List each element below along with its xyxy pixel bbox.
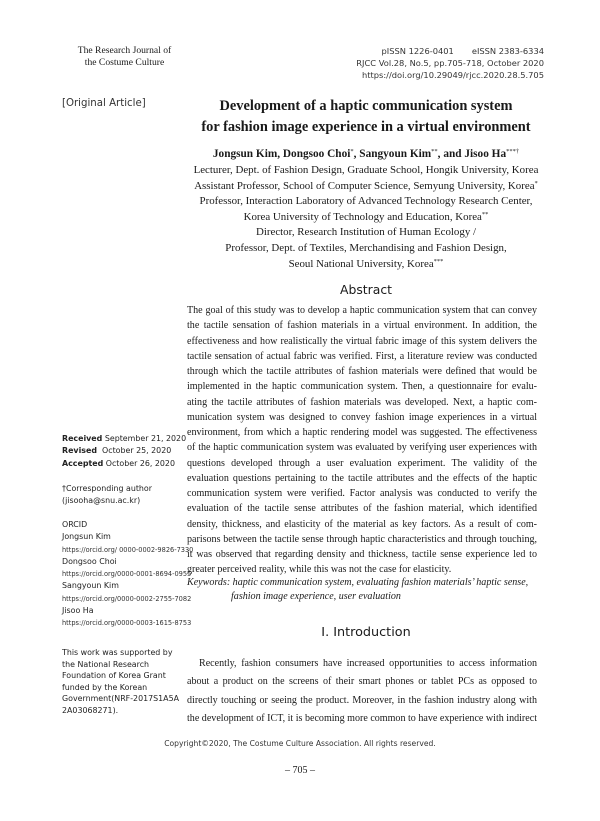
orcid-link[interactable]: https://orcid.org/0000-0001-8694-0955 xyxy=(62,570,192,579)
abstract-line: parisons between the tactile sense through haptic characteristics and through touching, xyxy=(187,533,537,545)
abstract-line: through which the tactile attributes of fashion materials were defined that would be xyxy=(187,366,537,377)
orcid-link[interactable]: https://orcid.org/ 0000-0002-9826-7330 xyxy=(62,545,194,554)
abstract-line: The goal of this study was to develop a haptic communication system that can convey xyxy=(187,305,537,316)
paper-title xyxy=(170,96,562,137)
orcid-author-name: Jisoo Ha xyxy=(62,606,94,616)
citation: RJCC Vol.28, No.5, pp.705-718, October 2020 xyxy=(356,58,544,68)
article-dates xyxy=(62,433,186,470)
funding-line: 2A03068271). xyxy=(62,705,119,715)
abstract-line: ating the tactile attributes of fashion materials was developed. Next, a haptic com- xyxy=(187,396,537,408)
affiliation-line: Professor, Interaction Laboratory of Advanced Technology Research Center, xyxy=(199,195,533,208)
orcid-link[interactable]: https://orcid.org/0000-0003-1615-8753 xyxy=(62,619,192,628)
funding-line: Foundation of Korea Grant xyxy=(62,671,166,681)
journal-name-line2: the Costume Culture xyxy=(84,56,165,68)
abstract-line: munication system was designed to convey fashion image experiences in a virtual xyxy=(187,411,537,423)
affiliation-line: Korea University of Technology and Education, Korea** xyxy=(243,210,489,223)
author-2: Dongsoo Choi xyxy=(282,148,351,160)
page-number: – 705 – xyxy=(285,765,315,776)
introduction-body xyxy=(187,655,537,729)
affiliation-line: Seoul National University, Korea*** xyxy=(288,257,444,270)
orcid-author-name: Dongsoo Choi xyxy=(62,556,117,566)
received-date: Received September 21, 2020 xyxy=(62,434,187,443)
abstract-line: the tactile sensation of fashion materials in a virtual environment. In addition, the xyxy=(187,320,537,332)
journal-name xyxy=(62,45,202,68)
section-heading: I. Introduction xyxy=(321,625,411,640)
keywords-line2: fashion image experience, user evaluation xyxy=(231,591,401,602)
affiliation-line: Lecturer, Dept. of Fashion Design, Graduate School, Hongik University, Korea xyxy=(193,164,539,176)
funding-line: funded by the Korean xyxy=(62,682,148,692)
intro-line: directly touching or seeing the product. Moreover, in the fashion industry along with xyxy=(187,694,537,706)
abstract-line: tactile sensation of actual fabric was verified. First, a literature review was conducted xyxy=(187,350,537,362)
author-sep: , and xyxy=(437,148,465,160)
affiliation-line: Assistant Professor, School of Computer Science, Semyung University, Korea* xyxy=(194,179,538,192)
author-3: Sangyoun Kim xyxy=(359,148,432,160)
abstract-body xyxy=(187,303,537,578)
abstract-line: evaluation questions pertaining to the tactile attributes and the effects of the haptic xyxy=(187,472,537,484)
affiliation-line: Director, Research Institution of Human Ecology / xyxy=(255,226,477,239)
orcid-link[interactable]: https://orcid.org/0000-0002-2755-7082 xyxy=(62,594,192,603)
author-4-mark: ***† xyxy=(506,148,520,155)
corresponding-label: †Corresponding author xyxy=(62,484,152,493)
orcid-author-name: Sangyoun Kim xyxy=(62,581,119,591)
citation-meta xyxy=(300,45,544,81)
title-line2: for fashion image experience in a virtual environment xyxy=(201,118,531,135)
abstract-line: evaluation of the tactile sense attributes of the fashion material, which identified xyxy=(187,503,537,515)
revised-date: Revised October 25, 2020 xyxy=(62,446,172,456)
affiliation-line: Professor, Dept. of Textiles, Merchandising and Fashion Design, xyxy=(225,241,507,254)
author-sep: , xyxy=(353,148,360,160)
intro-line: about a product on the screens of their smart phones or tablet PCs as opposed to xyxy=(187,676,537,688)
doi-link[interactable]: https://doi.org/10.29049/rjcc.2020.28.5.705 xyxy=(362,70,544,80)
abstract-line: density, thickness, and elasticity of the material as key factors. As a result of com- xyxy=(187,518,537,530)
copyright-notice: Copyright©2020, The Costume Culture Association. All rights reserved. xyxy=(164,739,436,748)
abstract-line: it was observed that regarding density and thickness, tactile sense experience led to xyxy=(187,549,537,560)
abstract-line: effectiveness and how realistically the virtual fabric image of this system delivers the xyxy=(187,335,537,347)
funding-line: This work was supported by xyxy=(62,648,173,657)
orcid-block xyxy=(62,519,193,630)
author-4: Jisoo Ha xyxy=(464,148,507,160)
author-list xyxy=(170,148,562,160)
keywords-line1: Keywords: haptic communication system, evaluating fashion materials’ haptic sense, xyxy=(187,577,529,588)
author-2-mark: * xyxy=(350,148,354,155)
orcid-heading: ORCID xyxy=(62,520,88,529)
funding-line: Government(NRF-2017S1A5A xyxy=(62,694,179,704)
pissn: pISSN 1226-0401 xyxy=(381,46,454,56)
intro-line: the development of ICT, it is becoming more common to have experience with indirect xyxy=(187,713,537,725)
title-line1: Development of a haptic communication system xyxy=(219,98,513,114)
funding-line: the National Research xyxy=(62,659,150,669)
affiliations xyxy=(170,163,562,272)
funding-note xyxy=(62,647,179,717)
corresponding-email[interactable]: (jisooha@snu.ac.kr) xyxy=(62,496,141,506)
abstract-heading: Abstract xyxy=(339,282,392,297)
abstract-line: communication system were verified. Factor analysis was conducted to verify the xyxy=(187,488,537,499)
eissn: eISSN 2383-6334 xyxy=(471,46,544,56)
abstract-line: environment, from which a haptic rendering model was suggested. The effectiveness xyxy=(187,427,537,438)
corresponding-author xyxy=(62,483,152,508)
abstract-line: of the haptic communication system was evaluated by verifying user experiences with xyxy=(187,442,537,454)
author-1: Jongsun Kim, xyxy=(212,148,283,160)
journal-name-line1: The Research Journal of xyxy=(77,45,172,56)
article-type: [Original Article] xyxy=(62,98,146,109)
abstract-line: implemented in the haptic communication system. Then, a questionnaire for evalu- xyxy=(187,381,537,393)
intro-line: Recently, fashion consumers have increased opportunities to access information xyxy=(199,658,537,669)
keywords xyxy=(187,576,557,604)
abstract-line: greater perceived reality, while this was not the case for elasticity. xyxy=(187,564,452,576)
abstract-line: questions developed through a user evaluation experiment. The validity of the xyxy=(187,457,537,469)
accepted-date: Accepted October 26, 2020 xyxy=(62,458,175,468)
orcid-author-name: Jongsun Kim xyxy=(62,532,111,542)
author-3-mark: ** xyxy=(431,148,438,155)
